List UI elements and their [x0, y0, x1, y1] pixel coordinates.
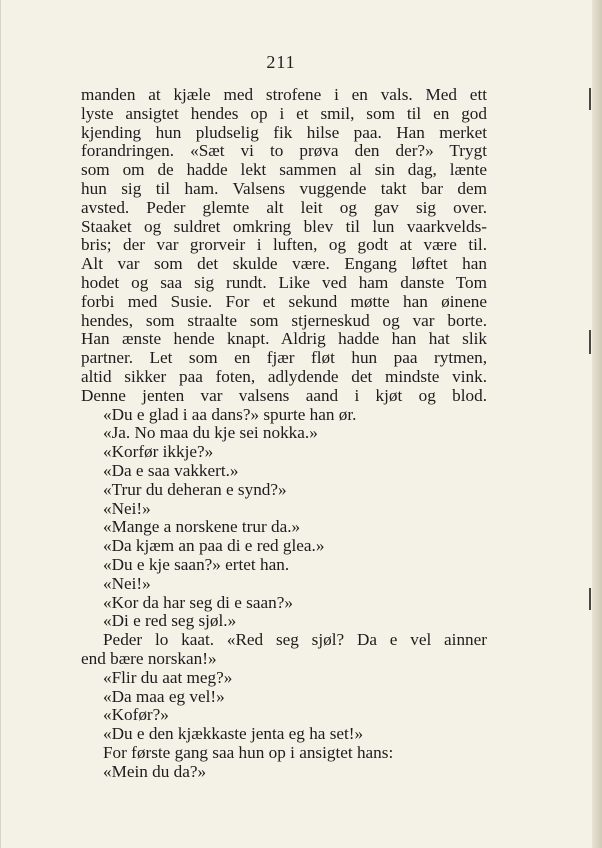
dialogue-line: «Du e glad i aa dans?» spurte han ør. — [103, 404, 357, 424]
text-line: Alt var som det skulde være. Engang løftet han — [81, 254, 487, 274]
dialogue-line: «Di e red seg sjøl.» — [103, 611, 237, 631]
text-line: end bære norskan!» — [81, 648, 217, 668]
text-line: forandringen. «Sæt vi to prøva den der?» Trygt — [81, 141, 487, 161]
dialogue-line: «Du e den kjækkaste jenta eg ha set!» — [103, 724, 364, 744]
text-line: partner. Let som en fjær fløt hun paa rytmen, — [81, 348, 487, 368]
text-line: forbi med Susie. For et sekund møtte han øinene — [81, 291, 487, 311]
margin-mark-bottom — [589, 588, 591, 610]
dialogue-line: «Nei!» — [103, 573, 151, 593]
dialogue-line: «Korfør ikkje?» — [103, 442, 214, 462]
dialogue-line: For første gang saa hun op i ansigtet hans: — [103, 742, 394, 762]
dialogue-line: «Ja. No maa du kje sei nokka.» — [103, 423, 318, 443]
text-line: bris; der var grorveir i luften, og godt at være til. — [81, 235, 487, 255]
dialogue-line: «Da maa eg vel!» — [103, 686, 225, 706]
dialogue-line: «Da kjæm an paa di e red glea.» — [103, 536, 325, 556]
text-line: avsted. Peder glemte alt leit og gav sig over. — [81, 197, 487, 217]
text-line: Denne jenten var valsens aand i kjøt og blod. — [81, 385, 487, 405]
margin-mark-top — [589, 88, 591, 110]
text-line: Han ænste hende knapt. Aldrig hadde han hat slik — [81, 329, 487, 349]
text-line: lyste ansigtet hendes op i et smil, som til en god — [81, 103, 487, 123]
text-line: kjending hun pludselig fik hilse paa. Han merket — [81, 122, 487, 142]
text-line: altid sikker paa foten, adlydende det mindste vink. — [81, 366, 487, 386]
body-text — [81, 86, 487, 781]
page-number: 211 — [266, 52, 296, 72]
dialogue-line: «Flir du aat meg?» — [103, 667, 233, 687]
text-line: som om de hadde lekt sammen al sin dag, lænte — [81, 160, 487, 180]
dialogue-line: «Mein du da?» — [103, 761, 207, 781]
dialogue-line: «Du e kje saan?» ertet han. — [103, 554, 290, 574]
dialogue-line: «Mange a norskene trur da.» — [103, 517, 301, 537]
text-line: Staaket og suldret omkring blev til lun vaarkvelds- — [81, 216, 487, 236]
page-edge-shadow — [592, 0, 602, 848]
text-line: hodet og saa sig rundt. Like ved ham danste Tom — [81, 272, 487, 292]
text-line: hun sig til ham. Valsens vuggende takt bar dem — [81, 178, 487, 198]
text-line: hendes, som straalte som stjerneskud og var borte. — [81, 310, 487, 330]
dialogue-line: «Kofør?» — [103, 705, 169, 725]
text-line: Peder lo kaat. «Red seg sjøl? Da e vel ainner — [103, 630, 487, 650]
margin-mark-middle — [589, 330, 591, 354]
dialogue-line: «Nei!» — [103, 498, 151, 518]
dialogue-line: «Trur du deheran e synd?» — [103, 479, 287, 499]
dialogue-line: «Kor da har seg di e saan?» — [103, 592, 293, 612]
dialogue-line: «Da e saa vakkert.» — [103, 460, 239, 480]
text-line: manden at kjæle med strofene i en vals. Med ett — [81, 85, 487, 104]
